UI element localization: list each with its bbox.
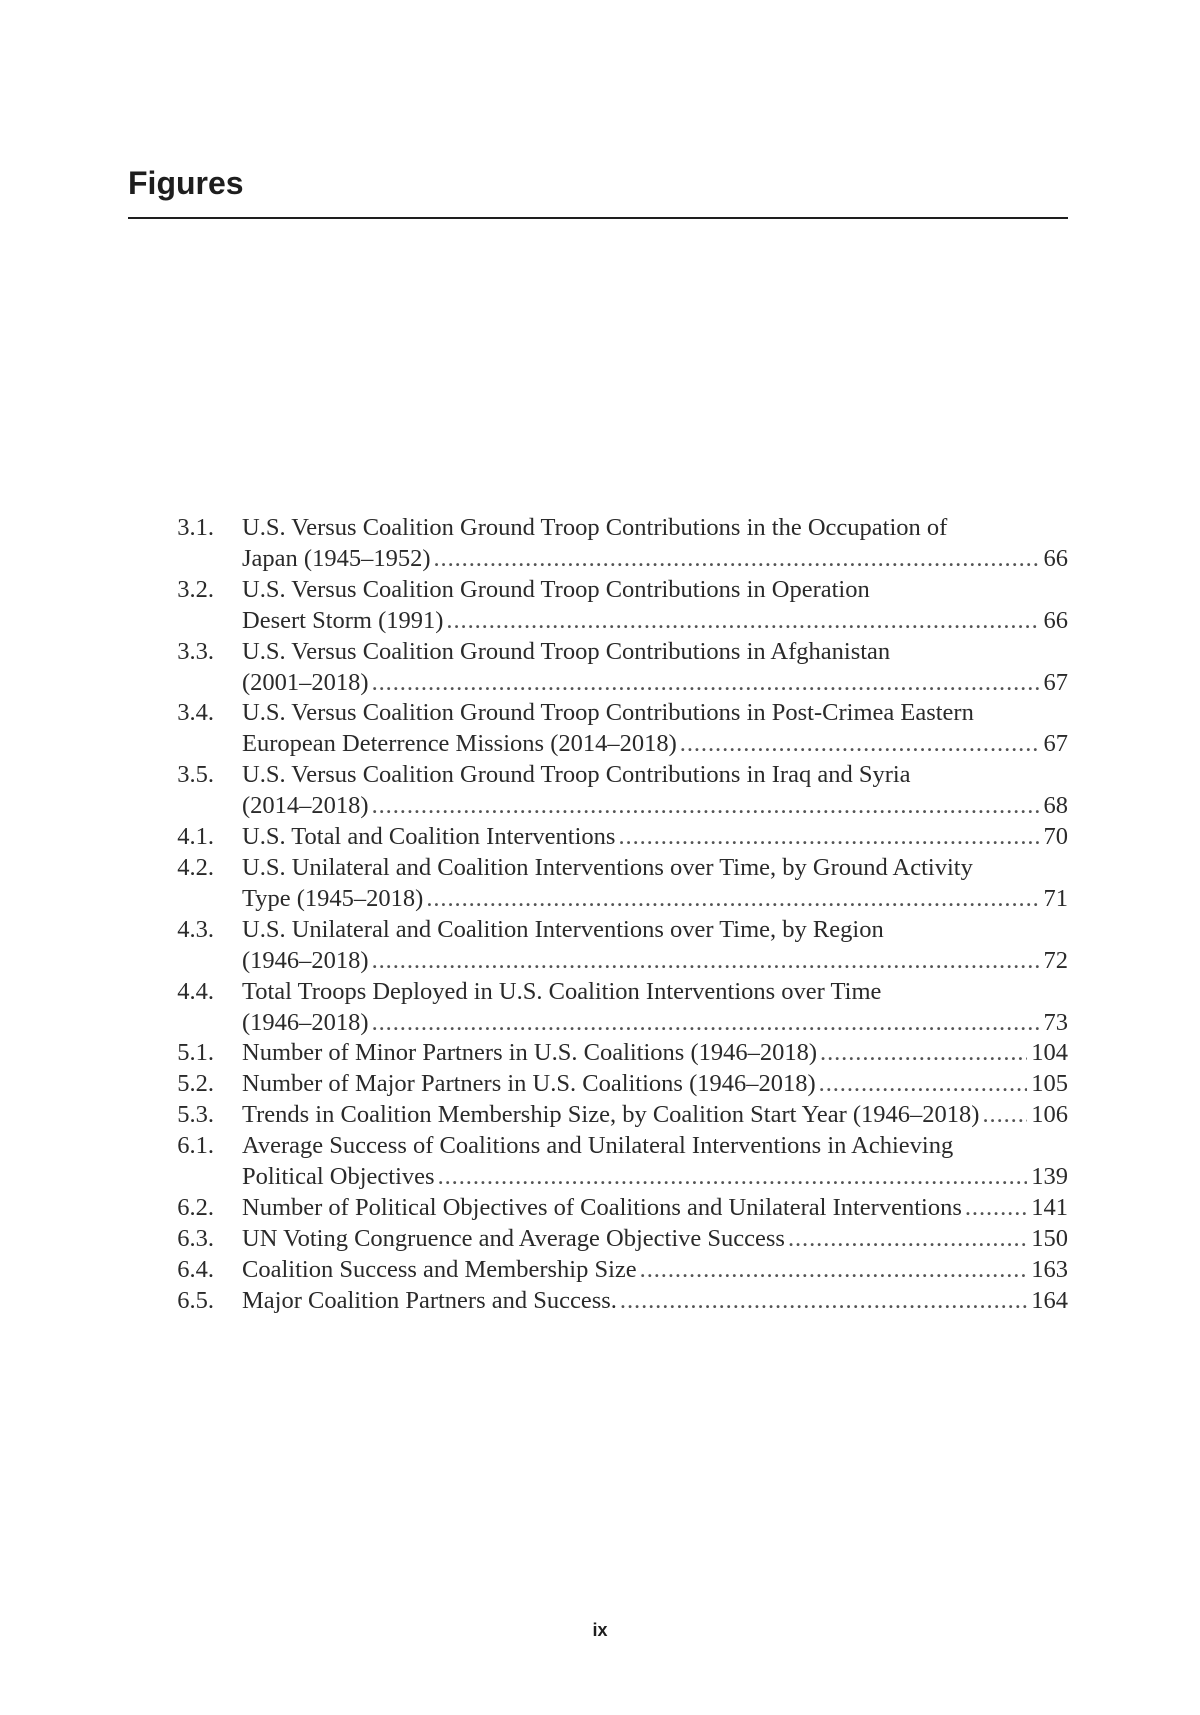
figure-title-line (242, 729, 1068, 760)
figure-entry[interactable] (160, 575, 1068, 637)
dot-leader (982, 1100, 1027, 1131)
figure-number: 4.2. (177, 853, 214, 881)
figure-title-line (242, 1038, 1068, 1069)
figure-title: Number of Major Partners in U.S. Coalitions (1946–2018) (242, 1070, 816, 1098)
list-of-figures (160, 513, 1068, 1317)
figure-number: 6.4. (177, 1255, 214, 1283)
figure-title: Average Success of Coalitions and Unilateral Interventions in Achieving (242, 1132, 954, 1160)
figure-page-number[interactable]: 66 (1043, 544, 1068, 572)
figure-title-line (242, 791, 1068, 822)
figure-title: (2014–2018) (242, 792, 369, 820)
figure-title: (1946–2018) (242, 946, 369, 974)
figure-number: 5.1. (177, 1039, 214, 1067)
figure-title: U.S. Unilateral and Coalition Interventions over Time, by Region (242, 915, 884, 943)
figure-title-line (242, 637, 1068, 668)
figure-title-line (242, 575, 1068, 606)
figure-title-line (242, 946, 1068, 977)
figure-entry[interactable] (160, 977, 1068, 1039)
figure-number: 3.5. (177, 761, 214, 789)
figure-title-line (242, 513, 1068, 544)
figure-number: 4.4. (177, 977, 214, 1005)
figure-title-line (242, 977, 1068, 1008)
figure-title: Trends in Coalition Membership Size, by Coalition Start Year (1946–2018) (242, 1101, 980, 1129)
figure-entry[interactable] (160, 1224, 1068, 1255)
figure-number: 4.3. (177, 915, 214, 943)
figure-entry[interactable] (160, 1255, 1068, 1286)
figure-number: 6.5. (177, 1286, 214, 1314)
figure-number: 3.2. (177, 575, 214, 603)
figure-entry[interactable] (160, 1193, 1068, 1224)
dot-leader (819, 1069, 1028, 1100)
figure-entry[interactable] (160, 1131, 1068, 1193)
figure-title-line (242, 606, 1068, 637)
figure-page-number[interactable]: 164 (1031, 1286, 1068, 1314)
figure-page-number[interactable]: 104 (1031, 1039, 1068, 1067)
dot-leader (426, 884, 1039, 915)
figure-title-line (242, 853, 1068, 884)
figure-title: Total Troops Deployed in U.S. Coalition Interventions over Time (242, 977, 882, 1005)
figure-number: 3.1. (177, 514, 214, 541)
figure-title: (2001–2018) (242, 668, 369, 696)
figure-number: 3.3. (177, 637, 214, 665)
figure-page-number[interactable]: 70 (1043, 823, 1068, 851)
figure-title: Japan (1945–1952) (242, 544, 431, 572)
figure-title: Major Coalition Partners and Success. (242, 1286, 617, 1314)
dot-leader (680, 729, 1040, 760)
figure-title: Number of Minor Partners in U.S. Coalitions (1946–2018) (242, 1039, 818, 1067)
figure-title: U.S. Versus Coalition Ground Troop Contributions in the Occupation of (242, 514, 948, 541)
figure-page-number[interactable]: 67 (1043, 730, 1068, 758)
figure-title: European Deterrence Missions (2014–2018) (242, 730, 677, 758)
figure-title: U.S. Versus Coalition Ground Troop Contributions in Iraq and Syria (242, 761, 911, 789)
figure-title: Type (1945–2018) (242, 884, 424, 912)
page-number: ix (592, 1620, 608, 1640)
figure-title: U.S. Total and Coalition Interventions (242, 823, 616, 851)
figure-entry[interactable] (160, 822, 1068, 853)
figure-title: U.S. Versus Coalition Ground Troop Contributions in Post-Crimea Eastern (242, 699, 974, 727)
figure-number: 3.4. (177, 699, 214, 727)
figure-page-number[interactable]: 141 (1031, 1193, 1068, 1221)
figure-page-number[interactable]: 68 (1043, 792, 1068, 820)
figure-entry[interactable] (160, 513, 1068, 575)
figure-number: 5.2. (177, 1070, 214, 1098)
dot-leader (620, 1286, 1027, 1317)
dot-leader (438, 1162, 1028, 1193)
figure-title: (1946–2018) (242, 1008, 369, 1036)
figure-title-line (242, 1286, 1068, 1317)
figure-title: Political Objectives (242, 1163, 435, 1191)
figure-title-line (242, 915, 1068, 946)
dot-leader (820, 1038, 1027, 1069)
figure-page-number[interactable]: 66 (1043, 606, 1068, 634)
figure-page-number[interactable]: 106 (1031, 1101, 1068, 1129)
figure-number: 6.3. (177, 1224, 214, 1252)
figure-entry[interactable] (160, 1038, 1068, 1069)
figure-title: Desert Storm (1991) (242, 606, 444, 634)
figure-entry[interactable] (160, 853, 1068, 915)
figure-title-line (242, 1193, 1068, 1224)
dot-leader (372, 791, 1040, 822)
figure-entry[interactable] (160, 1100, 1068, 1131)
figure-entry[interactable] (160, 1286, 1068, 1317)
figure-number: 6.2. (177, 1193, 214, 1221)
figure-title-line (242, 668, 1068, 699)
figure-entry[interactable] (160, 637, 1068, 699)
figure-number: 4.1. (177, 823, 214, 851)
figure-title-line (242, 1162, 1068, 1193)
figure-title-line (242, 884, 1068, 915)
figure-page-number[interactable]: 73 (1043, 1008, 1068, 1036)
figure-page-number[interactable]: 150 (1031, 1224, 1068, 1252)
figure-title-line (242, 1224, 1068, 1255)
figure-page-number[interactable]: 67 (1043, 668, 1068, 696)
figure-title-line (242, 1255, 1068, 1286)
figure-title-line (242, 698, 1068, 729)
figure-title: Coalition Success and Membership Size (242, 1255, 637, 1283)
dot-leader (618, 822, 1039, 853)
dot-leader (372, 668, 1040, 699)
figure-entry[interactable] (160, 915, 1068, 977)
dot-leader (788, 1224, 1027, 1255)
figure-page-number[interactable]: 163 (1031, 1255, 1068, 1283)
figure-title: U.S. Unilateral and Coalition Interventions over Time, by Ground Activity (242, 853, 973, 881)
figure-page-number[interactable]: 105 (1031, 1070, 1068, 1098)
figure-title: UN Voting Congruence and Average Objective Success (242, 1224, 785, 1252)
dot-leader (372, 946, 1040, 977)
figure-number: 5.3. (177, 1101, 214, 1129)
figure-title-line (242, 544, 1068, 575)
dot-leader (433, 544, 1039, 575)
figure-page-number[interactable]: 71 (1043, 884, 1068, 912)
figure-page-number[interactable]: 139 (1031, 1163, 1068, 1191)
figure-title-line (242, 760, 1068, 791)
page-title: Figures (128, 165, 244, 201)
figure-number: 6.1. (177, 1132, 214, 1160)
figure-title: Number of Political Objectives of Coalitions and Unilateral Interventions (242, 1193, 962, 1221)
figure-title: U.S. Versus Coalition Ground Troop Contributions in Afghanistan (242, 637, 891, 665)
figure-entry[interactable] (160, 1069, 1068, 1100)
figure-title-line (242, 1100, 1068, 1131)
dot-leader (446, 606, 1039, 637)
figure-title-line (242, 1131, 1068, 1162)
figure-entry[interactable] (160, 698, 1068, 760)
figure-title-line (242, 1008, 1068, 1039)
title-rule (128, 217, 1068, 219)
figure-title-line (242, 822, 1068, 853)
figure-title-line (242, 1069, 1068, 1100)
figure-page-number[interactable]: 72 (1043, 946, 1068, 974)
dot-leader (640, 1255, 1028, 1286)
figure-entry[interactable] (160, 760, 1068, 822)
figure-title: U.S. Versus Coalition Ground Troop Contributions in Operation (242, 575, 870, 603)
dot-leader (372, 1008, 1040, 1039)
dot-leader (965, 1193, 1027, 1224)
